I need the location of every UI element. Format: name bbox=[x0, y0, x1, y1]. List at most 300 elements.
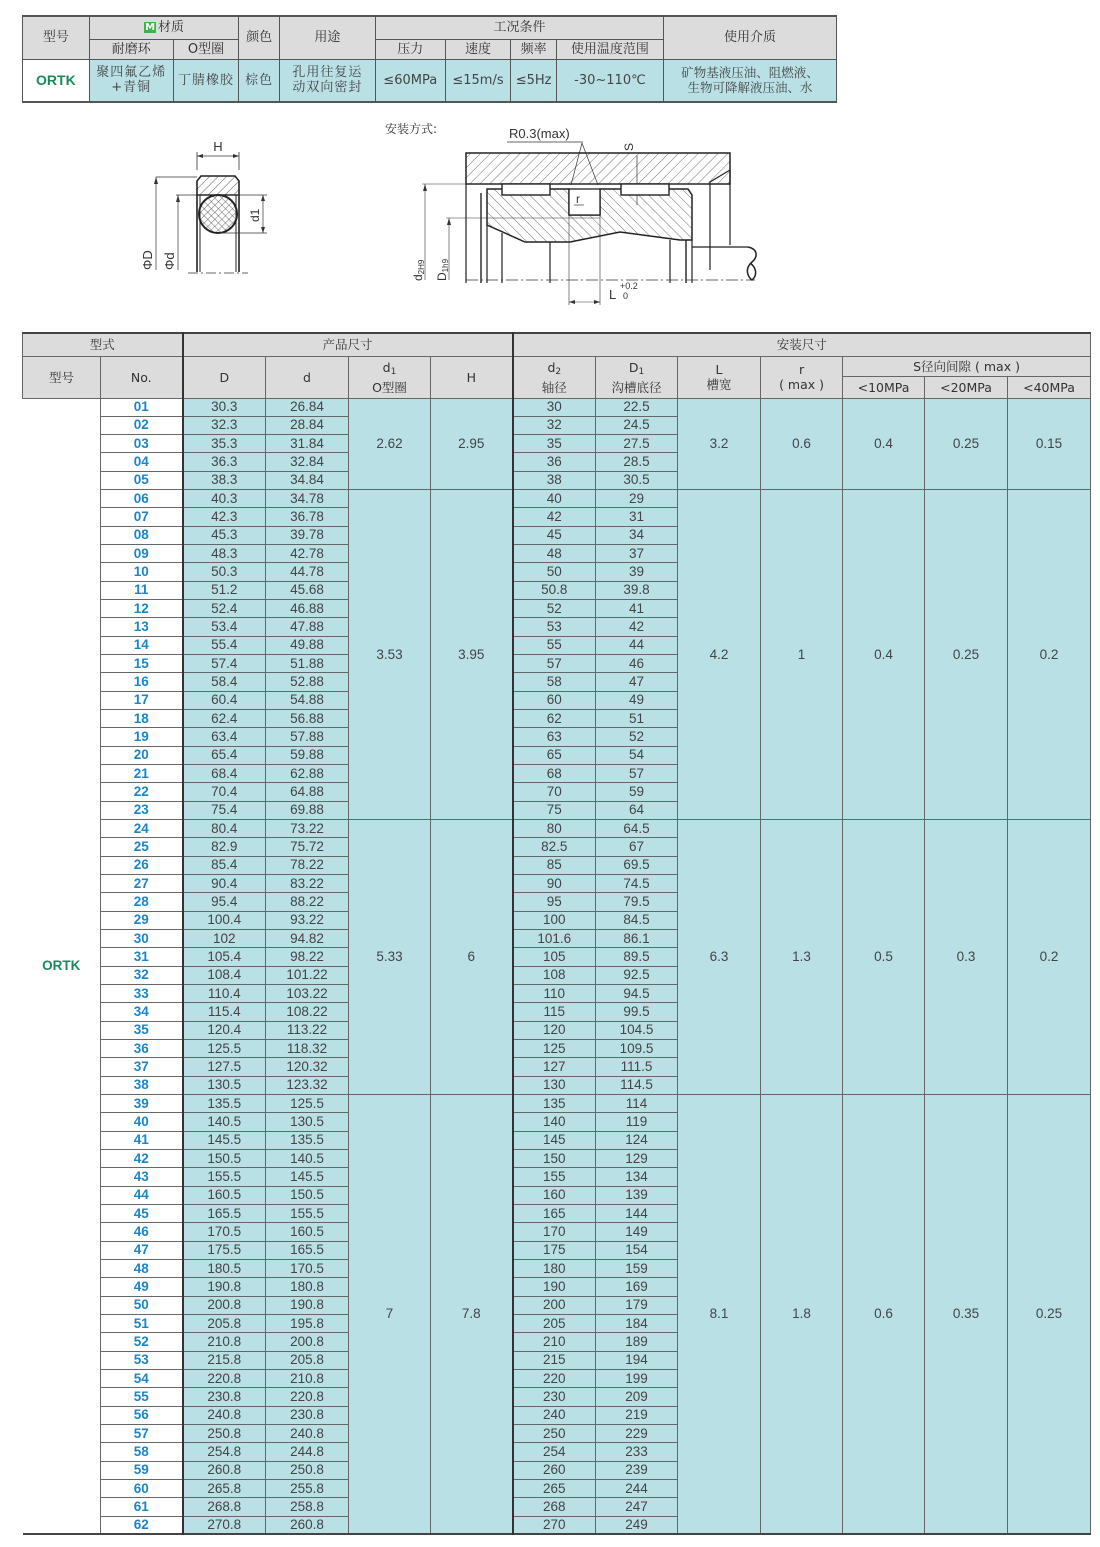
installation-title: 安装方式: bbox=[385, 122, 438, 136]
row-d2: 52 bbox=[513, 600, 596, 618]
row-d2: 30 bbox=[513, 398, 596, 416]
row-d2: 270 bbox=[513, 1516, 596, 1534]
spec-header-material-label: 材质 bbox=[158, 20, 185, 36]
row-D: 220.8 bbox=[183, 1369, 266, 1387]
row-D1: 149 bbox=[596, 1223, 678, 1241]
row-d: 145.5 bbox=[266, 1168, 349, 1186]
row-d2: 115 bbox=[513, 1003, 596, 1021]
row-d2: 32 bbox=[513, 416, 596, 434]
row-D: 200.8 bbox=[183, 1296, 266, 1314]
row-no: 62 bbox=[101, 1516, 183, 1534]
label-d2-sub: 2H9 bbox=[417, 259, 426, 275]
row-d: 94.82 bbox=[266, 930, 349, 948]
header-D1 bbox=[596, 356, 678, 398]
spec-usage bbox=[279, 59, 375, 102]
header-L bbox=[678, 356, 761, 398]
row-D1: 64.5 bbox=[596, 820, 678, 838]
label-D1 bbox=[435, 258, 450, 281]
row-D: 58.4 bbox=[183, 673, 266, 691]
row-d: 39.78 bbox=[266, 526, 349, 544]
label-S: S bbox=[622, 142, 636, 151]
row-D1: 67 bbox=[596, 838, 678, 856]
row-d: 36.78 bbox=[266, 508, 349, 526]
group-s10: 0.4 bbox=[843, 490, 925, 820]
row-D: 30.3 bbox=[183, 398, 266, 416]
row-d2: 57 bbox=[513, 655, 596, 673]
row-no: 38 bbox=[101, 1076, 183, 1094]
row-d: 155.5 bbox=[266, 1204, 349, 1222]
group-H: 6 bbox=[431, 820, 513, 1095]
header-d1-sub: 1 bbox=[390, 366, 397, 377]
row-d: 57.88 bbox=[266, 728, 349, 746]
row-D1: 209 bbox=[596, 1388, 678, 1406]
label-phi-d: Φd bbox=[162, 252, 177, 270]
table-row bbox=[23, 1094, 1091, 1112]
row-d: 160.5 bbox=[266, 1223, 349, 1241]
row-no: 34 bbox=[101, 1003, 183, 1021]
row-d: 47.88 bbox=[266, 618, 349, 636]
row-d: 44.78 bbox=[266, 563, 349, 581]
seal-section-drawing bbox=[130, 120, 290, 290]
label-D1-main: D bbox=[435, 272, 449, 281]
row-D1: 28.5 bbox=[596, 453, 678, 471]
group-s20: 0.25 bbox=[925, 398, 1008, 490]
row-D: 102 bbox=[183, 930, 266, 948]
row-no: 50 bbox=[101, 1296, 183, 1314]
row-no: 31 bbox=[101, 948, 183, 966]
row-d: 28.84 bbox=[266, 416, 349, 434]
row-D1: 47 bbox=[596, 673, 678, 691]
row-d2: 42 bbox=[513, 508, 596, 526]
row-d2: 101.6 bbox=[513, 930, 596, 948]
group-s10: 0.5 bbox=[843, 820, 925, 1095]
row-D: 85.4 bbox=[183, 856, 266, 874]
row-no: 47 bbox=[101, 1241, 183, 1259]
row-no: 43 bbox=[101, 1168, 183, 1186]
row-D: 190.8 bbox=[183, 1278, 266, 1296]
row-d2: 90 bbox=[513, 875, 596, 893]
row-no: 28 bbox=[101, 893, 183, 911]
group-r: 1 bbox=[761, 490, 843, 820]
row-d: 83.22 bbox=[266, 875, 349, 893]
row-no: 29 bbox=[101, 911, 183, 929]
row-no: 32 bbox=[101, 966, 183, 984]
row-D1: 22.5 bbox=[596, 398, 678, 416]
row-d: 205.8 bbox=[266, 1351, 349, 1369]
row-d: 98.22 bbox=[266, 948, 349, 966]
row-d: 190.8 bbox=[266, 1296, 349, 1314]
row-no: 25 bbox=[101, 838, 183, 856]
row-d: 34.78 bbox=[266, 490, 349, 508]
row-d2: 82.5 bbox=[513, 838, 596, 856]
row-D1: 199 bbox=[596, 1369, 678, 1387]
row-D: 254.8 bbox=[183, 1443, 266, 1461]
group-s40: 0.15 bbox=[1008, 398, 1091, 490]
row-D: 205.8 bbox=[183, 1314, 266, 1332]
group-s40: 0.25 bbox=[1008, 1094, 1091, 1534]
row-D: 175.5 bbox=[183, 1241, 266, 1259]
row-D1: 74.5 bbox=[596, 875, 678, 893]
housing-shape bbox=[466, 153, 730, 184]
row-d2: 75 bbox=[513, 801, 596, 819]
row-D: 140.5 bbox=[183, 1113, 266, 1131]
row-d2: 268 bbox=[513, 1498, 596, 1516]
header-s20: <20MPa bbox=[925, 376, 1008, 398]
row-d: 258.8 bbox=[266, 1498, 349, 1516]
row-d: 165.5 bbox=[266, 1241, 349, 1259]
row-D: 40.3 bbox=[183, 490, 266, 508]
spec-header-temperature: 使用温度范围 bbox=[556, 39, 663, 59]
header-r bbox=[761, 356, 843, 398]
group-H: 2.95 bbox=[431, 398, 513, 490]
row-d: 123.32 bbox=[266, 1076, 349, 1094]
spec-medium-line2: 生物可降解液压油、水 bbox=[687, 80, 813, 96]
spec-header-frequency: 频率 bbox=[511, 39, 557, 59]
row-D: 250.8 bbox=[183, 1424, 266, 1442]
row-d2: 53 bbox=[513, 618, 596, 636]
row-d: 45.68 bbox=[266, 581, 349, 599]
row-d: 150.5 bbox=[266, 1186, 349, 1204]
group-s20: 0.25 bbox=[925, 490, 1008, 820]
spec-temperature: -30~110℃ bbox=[556, 59, 663, 102]
row-D: 75.4 bbox=[183, 801, 266, 819]
header-D1-symbol: D bbox=[628, 359, 639, 375]
row-d: 120.32 bbox=[266, 1058, 349, 1076]
label-d2-main: d bbox=[411, 274, 425, 281]
row-D1: 154 bbox=[596, 1241, 678, 1259]
row-d2: 48 bbox=[513, 545, 596, 563]
spec-model: ORTK bbox=[23, 59, 90, 102]
row-D: 53.4 bbox=[183, 618, 266, 636]
row-d2: 140 bbox=[513, 1113, 596, 1131]
header-d1-symbol: d bbox=[382, 359, 391, 375]
row-D1: 92.5 bbox=[596, 966, 678, 984]
row-no: 01 bbox=[101, 398, 183, 416]
row-D: 110.4 bbox=[183, 985, 266, 1003]
row-D: 240.8 bbox=[183, 1406, 266, 1424]
row-d2: 160 bbox=[513, 1186, 596, 1204]
row-D1: 247 bbox=[596, 1498, 678, 1516]
row-no: 07 bbox=[101, 508, 183, 526]
row-d: 88.22 bbox=[266, 893, 349, 911]
spec-medium-line1: 矿物基液压油、阻燃液、 bbox=[681, 65, 819, 81]
row-D: 60.4 bbox=[183, 691, 266, 709]
row-D1: 111.5 bbox=[596, 1058, 678, 1076]
label-R: R0.3(max) bbox=[509, 126, 570, 141]
row-no: 18 bbox=[101, 710, 183, 728]
row-D: 42.3 bbox=[183, 508, 266, 526]
label-D1-sub: 1h9 bbox=[441, 258, 450, 273]
row-D1: 64 bbox=[596, 801, 678, 819]
installation-drawing bbox=[380, 115, 770, 310]
row-no: 08 bbox=[101, 526, 183, 544]
row-d: 103.22 bbox=[266, 985, 349, 1003]
spec-speed: ≤15m/s bbox=[445, 59, 511, 102]
row-no: 20 bbox=[101, 746, 183, 764]
group-r: 1.3 bbox=[761, 820, 843, 1095]
row-D: 108.4 bbox=[183, 966, 266, 984]
row-no: 11 bbox=[101, 581, 183, 599]
row-no: 16 bbox=[101, 673, 183, 691]
row-no: 42 bbox=[101, 1149, 183, 1167]
row-d: 62.88 bbox=[266, 765, 349, 783]
row-d2: 180 bbox=[513, 1259, 596, 1277]
row-d: 26.84 bbox=[266, 398, 349, 416]
row-D1: 169 bbox=[596, 1278, 678, 1296]
row-D1: 34 bbox=[596, 526, 678, 544]
row-no: 10 bbox=[101, 563, 183, 581]
row-no: 17 bbox=[101, 691, 183, 709]
group-d1: 5.33 bbox=[349, 820, 431, 1095]
row-d2: 120 bbox=[513, 1021, 596, 1039]
row-no: 45 bbox=[101, 1204, 183, 1222]
row-d2: 110 bbox=[513, 985, 596, 1003]
header-D: D bbox=[183, 356, 266, 398]
row-D1: 144 bbox=[596, 1204, 678, 1222]
row-d2: 145 bbox=[513, 1131, 596, 1149]
row-no: 39 bbox=[101, 1094, 183, 1112]
header-d2-desc: 轴径 bbox=[541, 379, 567, 395]
dimensions-table bbox=[22, 332, 1091, 1535]
row-D1: 104.5 bbox=[596, 1021, 678, 1039]
row-D1: 244 bbox=[596, 1479, 678, 1497]
row-D1: 219 bbox=[596, 1406, 678, 1424]
row-d: 34.84 bbox=[266, 471, 349, 489]
row-d2: 36 bbox=[513, 453, 596, 471]
group-s20: 0.35 bbox=[925, 1094, 1008, 1534]
table-row bbox=[23, 820, 1091, 838]
row-no: 57 bbox=[101, 1424, 183, 1442]
row-d2: 175 bbox=[513, 1241, 596, 1259]
row-D: 125.5 bbox=[183, 1039, 266, 1057]
row-no: 48 bbox=[101, 1259, 183, 1277]
row-d: 220.8 bbox=[266, 1388, 349, 1406]
group-r: 1.8 bbox=[761, 1094, 843, 1534]
row-no: 60 bbox=[101, 1479, 183, 1497]
row-d2: 130 bbox=[513, 1076, 596, 1094]
row-d2: 105 bbox=[513, 948, 596, 966]
o-ring-shape bbox=[199, 195, 237, 233]
row-D1: 129 bbox=[596, 1149, 678, 1167]
row-d2: 155 bbox=[513, 1168, 596, 1186]
row-d2: 210 bbox=[513, 1333, 596, 1351]
row-D: 130.5 bbox=[183, 1076, 266, 1094]
spec-table bbox=[22, 15, 837, 103]
row-d: 101.22 bbox=[266, 966, 349, 984]
group-d1: 7 bbox=[349, 1094, 431, 1534]
row-d: 75.72 bbox=[266, 838, 349, 856]
row-d2: 200 bbox=[513, 1296, 596, 1314]
row-d2: 265 bbox=[513, 1479, 596, 1497]
row-d: 118.32 bbox=[266, 1039, 349, 1057]
row-d2: 215 bbox=[513, 1351, 596, 1369]
row-d: 170.5 bbox=[266, 1259, 349, 1277]
table-row bbox=[23, 398, 1091, 416]
row-no: 19 bbox=[101, 728, 183, 746]
group-r: 0.6 bbox=[761, 398, 843, 490]
row-no: 53 bbox=[101, 1351, 183, 1369]
label-phi-D: ΦD bbox=[140, 250, 155, 270]
row-D: 35.3 bbox=[183, 435, 266, 453]
row-d: 135.5 bbox=[266, 1131, 349, 1149]
row-d2: 125 bbox=[513, 1039, 596, 1057]
row-D: 95.4 bbox=[183, 893, 266, 911]
row-D1: 84.5 bbox=[596, 911, 678, 929]
row-no: 36 bbox=[101, 1039, 183, 1057]
row-no: 04 bbox=[101, 453, 183, 471]
header-install-dims: 安装尺寸 bbox=[513, 333, 1091, 356]
group-H: 7.8 bbox=[431, 1094, 513, 1534]
row-d: 69.88 bbox=[266, 801, 349, 819]
spec-wear-ring-line2: +青铜 bbox=[111, 80, 152, 96]
row-D: 65.4 bbox=[183, 746, 266, 764]
row-d2: 50.8 bbox=[513, 581, 596, 599]
row-D: 82.9 bbox=[183, 838, 266, 856]
row-D1: 134 bbox=[596, 1168, 678, 1186]
label-L-tol-lower: 0 bbox=[623, 291, 629, 301]
row-no: 61 bbox=[101, 1498, 183, 1516]
row-D: 32.3 bbox=[183, 416, 266, 434]
row-d: 180.8 bbox=[266, 1278, 349, 1296]
row-d: 200.8 bbox=[266, 1333, 349, 1351]
row-no: 27 bbox=[101, 875, 183, 893]
row-D: 57.4 bbox=[183, 655, 266, 673]
row-D1: 49 bbox=[596, 691, 678, 709]
group-L: 8.1 bbox=[678, 1094, 761, 1534]
header-s10: <10MPa bbox=[843, 376, 925, 398]
group-s40: 0.2 bbox=[1008, 820, 1091, 1095]
row-D1: 57 bbox=[596, 765, 678, 783]
header-d: d bbox=[266, 356, 349, 398]
row-D1: 52 bbox=[596, 728, 678, 746]
row-D1: 44 bbox=[596, 636, 678, 654]
row-D1: 46 bbox=[596, 655, 678, 673]
break-line-icon bbox=[747, 247, 756, 280]
row-D: 48.3 bbox=[183, 545, 266, 563]
row-d2: 68 bbox=[513, 765, 596, 783]
wear-ring-shape bbox=[197, 176, 239, 195]
header-d1-desc: O型圈 bbox=[372, 379, 407, 395]
row-D: 270.8 bbox=[183, 1516, 266, 1534]
row-d2: 95 bbox=[513, 893, 596, 911]
row-no: 12 bbox=[101, 600, 183, 618]
row-D: 70.4 bbox=[183, 783, 266, 801]
row-D: 260.8 bbox=[183, 1461, 266, 1479]
row-d2: 60 bbox=[513, 691, 596, 709]
row-no: 51 bbox=[101, 1314, 183, 1332]
row-D1: 79.5 bbox=[596, 893, 678, 911]
row-D: 100.4 bbox=[183, 911, 266, 929]
header-L-desc: 槽宽 bbox=[706, 377, 732, 392]
row-no: 21 bbox=[101, 765, 183, 783]
row-d: 240.8 bbox=[266, 1424, 349, 1442]
header-d2-sub: 2 bbox=[555, 366, 562, 377]
label-d1: d1 bbox=[248, 208, 262, 222]
row-D1: 94.5 bbox=[596, 985, 678, 1003]
row-model: ORTK bbox=[23, 398, 101, 1534]
row-d: 49.88 bbox=[266, 636, 349, 654]
row-d2: 254 bbox=[513, 1443, 596, 1461]
row-D1: 41 bbox=[596, 600, 678, 618]
row-d: 46.88 bbox=[266, 600, 349, 618]
header-D1-desc: 沟槽底径 bbox=[611, 379, 662, 395]
row-d2: 170 bbox=[513, 1223, 596, 1241]
row-d: 260.8 bbox=[266, 1516, 349, 1534]
row-d: 113.22 bbox=[266, 1021, 349, 1039]
spec-usage-line1: 孔用往复运 bbox=[292, 65, 363, 81]
row-D: 155.5 bbox=[183, 1168, 266, 1186]
row-D: 63.4 bbox=[183, 728, 266, 746]
row-d2: 35 bbox=[513, 435, 596, 453]
row-d: 130.5 bbox=[266, 1113, 349, 1131]
row-D1: 229 bbox=[596, 1424, 678, 1442]
row-d: 52.88 bbox=[266, 673, 349, 691]
row-d2: 220 bbox=[513, 1369, 596, 1387]
header-type-group: 型式 bbox=[23, 333, 183, 356]
row-D: 170.5 bbox=[183, 1223, 266, 1241]
row-d2: 250 bbox=[513, 1424, 596, 1442]
row-d: 59.88 bbox=[266, 746, 349, 764]
row-no: 24 bbox=[101, 820, 183, 838]
row-no: 55 bbox=[101, 1388, 183, 1406]
row-D: 105.4 bbox=[183, 948, 266, 966]
row-d2: 240 bbox=[513, 1406, 596, 1424]
spec-header-speed: 速度 bbox=[445, 39, 511, 59]
row-D1: 194 bbox=[596, 1351, 678, 1369]
row-d: 73.22 bbox=[266, 820, 349, 838]
row-D1: 30.5 bbox=[596, 471, 678, 489]
label-L-tol-upper: +0.2 bbox=[620, 281, 638, 291]
row-d2: 55 bbox=[513, 636, 596, 654]
row-no: 52 bbox=[101, 1333, 183, 1351]
header-no: No. bbox=[101, 356, 183, 398]
header-S: S径向间隙 ( max ) bbox=[843, 356, 1091, 376]
material-badge-icon: M bbox=[145, 22, 156, 34]
row-no: 49 bbox=[101, 1278, 183, 1296]
row-D: 268.8 bbox=[183, 1498, 266, 1516]
row-D1: 39 bbox=[596, 563, 678, 581]
spec-header-wear-ring: 耐磨环 bbox=[89, 39, 173, 59]
row-d2: 63 bbox=[513, 728, 596, 746]
row-D: 38.3 bbox=[183, 471, 266, 489]
spec-color: 棕色 bbox=[239, 59, 279, 102]
row-no: 14 bbox=[101, 636, 183, 654]
row-D: 45.3 bbox=[183, 526, 266, 544]
row-d: 42.78 bbox=[266, 545, 349, 563]
row-no: 09 bbox=[101, 545, 183, 563]
row-D1: 233 bbox=[596, 1443, 678, 1461]
spec-o-ring: 丁腈橡胶 bbox=[173, 59, 239, 102]
row-D: 55.4 bbox=[183, 636, 266, 654]
row-D: 68.4 bbox=[183, 765, 266, 783]
row-D: 180.5 bbox=[183, 1259, 266, 1277]
group-d1: 2.62 bbox=[349, 398, 431, 490]
row-d: 210.8 bbox=[266, 1369, 349, 1387]
header-H: H bbox=[431, 356, 513, 398]
label-H: H bbox=[213, 139, 223, 154]
group-s20: 0.3 bbox=[925, 820, 1008, 1095]
row-D1: 109.5 bbox=[596, 1039, 678, 1057]
row-d2: 40 bbox=[513, 490, 596, 508]
row-d: 250.8 bbox=[266, 1461, 349, 1479]
row-no: 05 bbox=[101, 471, 183, 489]
row-D1: 249 bbox=[596, 1516, 678, 1534]
group-L: 3.2 bbox=[678, 398, 761, 490]
row-D1: 54 bbox=[596, 746, 678, 764]
row-no: 44 bbox=[101, 1186, 183, 1204]
row-d2: 100 bbox=[513, 911, 596, 929]
row-no: 26 bbox=[101, 856, 183, 874]
